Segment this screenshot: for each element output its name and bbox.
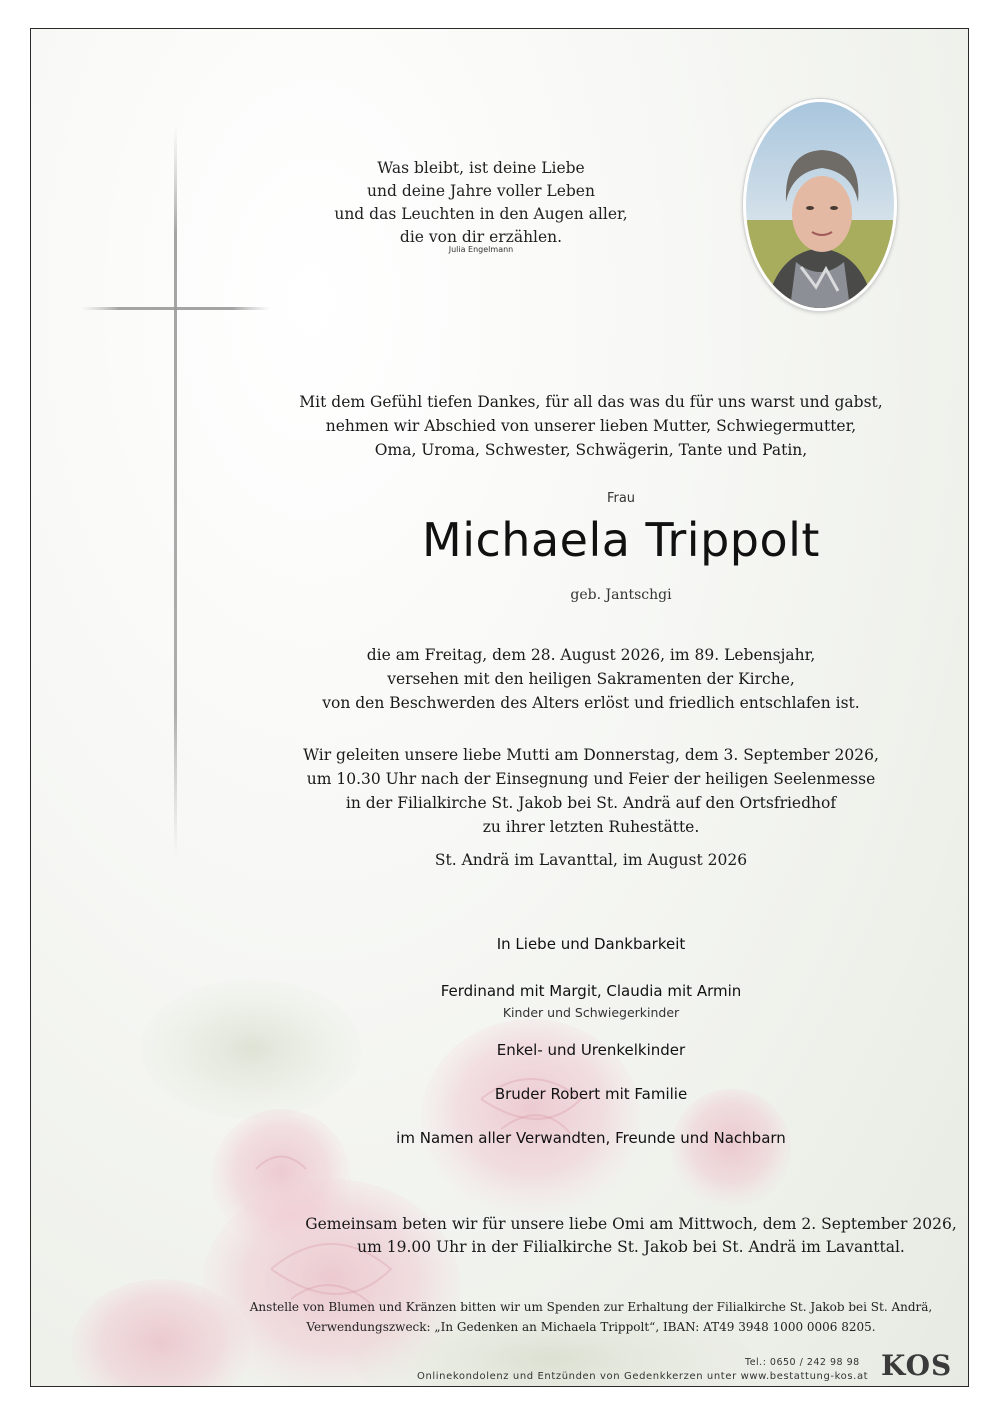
donation-notice (241, 1297, 941, 1337)
donation-line: Verwendungszweck: „In Gedenken an Michaela Trippolt“, IBAN: AT49 3948 1000 0006 8205. (306, 1320, 876, 1334)
prayer-line: um 19.00 Uhr in der Filialkirche St. Jakob bei St. Andrä im Lavanttal. (357, 1238, 905, 1256)
farewell-intro (271, 390, 911, 462)
prayer-notice (291, 1213, 969, 1259)
intro-line: nehmen wir Abschied von unserer lieben Mutter, Schwiegermutter, (325, 417, 857, 435)
funeral-line: in der Filialkirche St. Jakob bei St. Andrä auf den Ortsfriedhof (345, 794, 837, 812)
funeral-details (271, 743, 911, 839)
portrait-photo (743, 99, 897, 311)
mourners-children: Ferdinand mit Margit, Claudia mit Armin (440, 982, 742, 1000)
obituary-card (30, 28, 969, 1387)
quote (291, 157, 671, 249)
salutation: Frau (606, 491, 636, 506)
maiden-name: geb. Jantschgi (570, 587, 672, 603)
intro-line: Oma, Uroma, Schwester, Schwägerin, Tante und Patin, (374, 441, 808, 459)
funeral-home-logo: KOS (881, 1349, 953, 1382)
deceased-name: Michaela Trippolt (422, 513, 820, 567)
death-line: die am Freitag, dem 28. August 2026, im 89. Lebensjahr, (366, 646, 816, 664)
place-and-date: St. Andrä im Lavanttal, im August 2026 (434, 851, 748, 869)
death-notice (271, 643, 911, 715)
mourners-grandchildren: Enkel- und Urenkelkinder (496, 1041, 686, 1059)
funeral-line: um 10.30 Uhr nach der Einsegnung und Feier der heiligen Seelenmesse (306, 770, 876, 788)
mourners-others: im Namen aller Verwandten, Freunde und Nachbarn (396, 1129, 786, 1147)
mourners-brother: Bruder Robert mit Familie (494, 1085, 688, 1103)
quote-line: und deine Jahre voller Leben (367, 182, 595, 200)
funeral-line: Wir geleiten unsere liebe Mutti am Donnerstag, dem 3. September 2026, (303, 746, 879, 764)
quote-line: und das Leuchten in den Augen aller, (334, 205, 628, 223)
donation-line: Anstelle von Blumen und Kränzen bitten wir um Spenden zur Erhaltung der Filialkirche St. Jakob bei St. Andrä, (249, 1300, 933, 1314)
mourners-children-label: Kinder und Schwiegerkinder (502, 1005, 680, 1020)
death-line: von den Beschwerden des Alters erlöst und friedlich entschlafen ist. (322, 694, 860, 712)
funeral-line: zu ihrer letzten Ruhestätte. (482, 818, 700, 836)
mourners-heading: In Liebe und Dankbarkeit (496, 935, 686, 953)
death-line: versehen mit den heiligen Sakramenten der Kirche, (387, 670, 795, 688)
funeral-home-phone: Tel.: 0650 / 242 98 98 (745, 1357, 860, 1368)
funeral-home-website: Onlinekondolenz und Entzünden von Gedenkkerzen unter www.bestattung-kos.at (417, 1371, 869, 1382)
quote-line: die von dir erzählen. (399, 228, 563, 246)
prayer-line: Gemeinsam beten wir für unsere liebe Omi am Mittwoch, dem 2. September 2026, (305, 1215, 957, 1233)
quote-author: Julia Engelmann (448, 245, 514, 254)
intro-line: Mit dem Gefühl tiefen Dankes, für all das was du für uns warst und gabst, (299, 393, 883, 411)
quote-line: Was bleibt, ist deine Liebe (377, 159, 585, 177)
